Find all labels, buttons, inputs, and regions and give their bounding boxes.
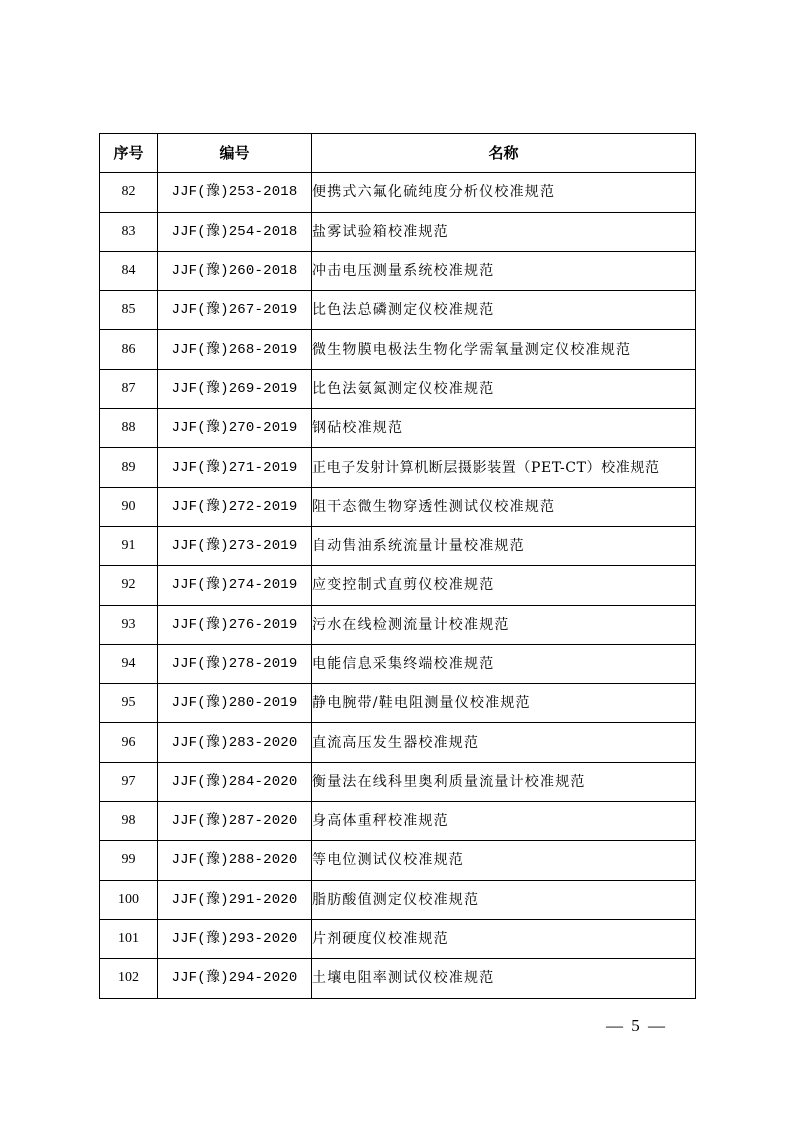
calibration-spec-table — [99, 133, 696, 999]
row-index: 88 — [100, 409, 158, 448]
row-index: 89 — [100, 448, 158, 487]
row-code: JJF(豫)269-2019 — [158, 369, 312, 408]
row-index: 86 — [100, 330, 158, 369]
row-code: JJF(豫)294-2020 — [158, 959, 312, 998]
table-row — [100, 526, 696, 565]
row-code: JJF(豫)283-2020 — [158, 723, 312, 762]
row-name: 静电腕带/鞋电阻测量仪校准规范 — [312, 684, 696, 723]
table-header-row — [100, 134, 696, 173]
table-row — [100, 173, 696, 212]
row-name: 等电位测试仪校准规范 — [312, 841, 696, 880]
row-code: JJF(豫)291-2020 — [158, 880, 312, 919]
row-name: 直流高压发生器校准规范 — [312, 723, 696, 762]
table-row — [100, 762, 696, 801]
table-row — [100, 291, 696, 330]
row-name: 自动售油系统流量计量校准规范 — [312, 526, 696, 565]
table-row — [100, 251, 696, 290]
row-index: 85 — [100, 291, 158, 330]
row-name: 冲击电压测量系统校准规范 — [312, 251, 696, 290]
row-name: 污水在线检测流量计校准规范 — [312, 605, 696, 644]
table-row — [100, 487, 696, 526]
row-code: JJF(豫)276-2019 — [158, 605, 312, 644]
row-name: 电能信息采集终端校准规范 — [312, 644, 696, 683]
row-index: 102 — [100, 959, 158, 998]
table-row — [100, 959, 696, 998]
row-code: JJF(豫)273-2019 — [158, 526, 312, 565]
row-code: JJF(豫)254-2018 — [158, 212, 312, 251]
row-code: JJF(豫)268-2019 — [158, 330, 312, 369]
table-row — [100, 919, 696, 958]
row-name: 阻干态微生物穿透性测试仪校准规范 — [312, 487, 696, 526]
row-code: JJF(豫)274-2019 — [158, 566, 312, 605]
row-index: 84 — [100, 251, 158, 290]
table-row — [100, 841, 696, 880]
header-name: 名称 — [312, 134, 696, 173]
row-code: JJF(豫)253-2018 — [158, 173, 312, 212]
header-code: 编号 — [158, 134, 312, 173]
row-index: 92 — [100, 566, 158, 605]
row-name: 应变控制式直剪仪校准规范 — [312, 566, 696, 605]
row-code: JJF(豫)287-2020 — [158, 802, 312, 841]
row-index: 96 — [100, 723, 158, 762]
row-index: 97 — [100, 762, 158, 801]
row-code: JJF(豫)284-2020 — [158, 762, 312, 801]
table-row — [100, 448, 696, 487]
row-code: JJF(豫)288-2020 — [158, 841, 312, 880]
table-row — [100, 409, 696, 448]
table-row — [100, 802, 696, 841]
row-name: 便携式六氟化硫纯度分析仪校准规范 — [312, 173, 696, 212]
row-code: JJF(豫)260-2018 — [158, 251, 312, 290]
row-index: 82 — [100, 173, 158, 212]
page-number: — 5 — — [606, 1016, 667, 1035]
table-row — [100, 723, 696, 762]
row-name: 正电子发射计算机断层摄影装置（PET-CT）校准规范 — [312, 448, 696, 487]
row-index: 100 — [100, 880, 158, 919]
row-code: JJF(豫)271-2019 — [158, 448, 312, 487]
row-name: 身高体重秤校准规范 — [312, 802, 696, 841]
table-row — [100, 369, 696, 408]
row-index: 99 — [100, 841, 158, 880]
table-row — [100, 644, 696, 683]
table-row — [100, 330, 696, 369]
table-row — [100, 212, 696, 251]
row-code: JJF(豫)272-2019 — [158, 487, 312, 526]
table-row — [100, 566, 696, 605]
row-code: JJF(豫)267-2019 — [158, 291, 312, 330]
header-index: 序号 — [100, 134, 158, 173]
row-index: 90 — [100, 487, 158, 526]
table-row — [100, 684, 696, 723]
row-index: 93 — [100, 605, 158, 644]
row-name: 片剂硬度仪校准规范 — [312, 919, 696, 958]
row-name: 微生物膜电极法生物化学需氧量测定仪校准规范 — [312, 330, 696, 369]
row-index: 94 — [100, 644, 158, 683]
row-name: 盐雾试验箱校准规范 — [312, 212, 696, 251]
row-index: 101 — [100, 919, 158, 958]
row-name: 比色法总磷测定仪校准规范 — [312, 291, 696, 330]
row-code: JJF(豫)280-2019 — [158, 684, 312, 723]
row-index: 91 — [100, 526, 158, 565]
row-name: 土壤电阻率测试仪校准规范 — [312, 959, 696, 998]
row-name: 脂肪酸值测定仪校准规范 — [312, 880, 696, 919]
row-index: 87 — [100, 369, 158, 408]
row-index: 83 — [100, 212, 158, 251]
row-name: 衡量法在线科里奥利质量流量计校准规范 — [312, 762, 696, 801]
row-name: 钢砧校准规范 — [312, 409, 696, 448]
row-code: JJF(豫)293-2020 — [158, 919, 312, 958]
row-code: JJF(豫)278-2019 — [158, 644, 312, 683]
row-index: 95 — [100, 684, 158, 723]
table-row — [100, 880, 696, 919]
table-row — [100, 605, 696, 644]
row-name: 比色法氨氮测定仪校准规范 — [312, 369, 696, 408]
row-index: 98 — [100, 802, 158, 841]
row-code: JJF(豫)270-2019 — [158, 409, 312, 448]
